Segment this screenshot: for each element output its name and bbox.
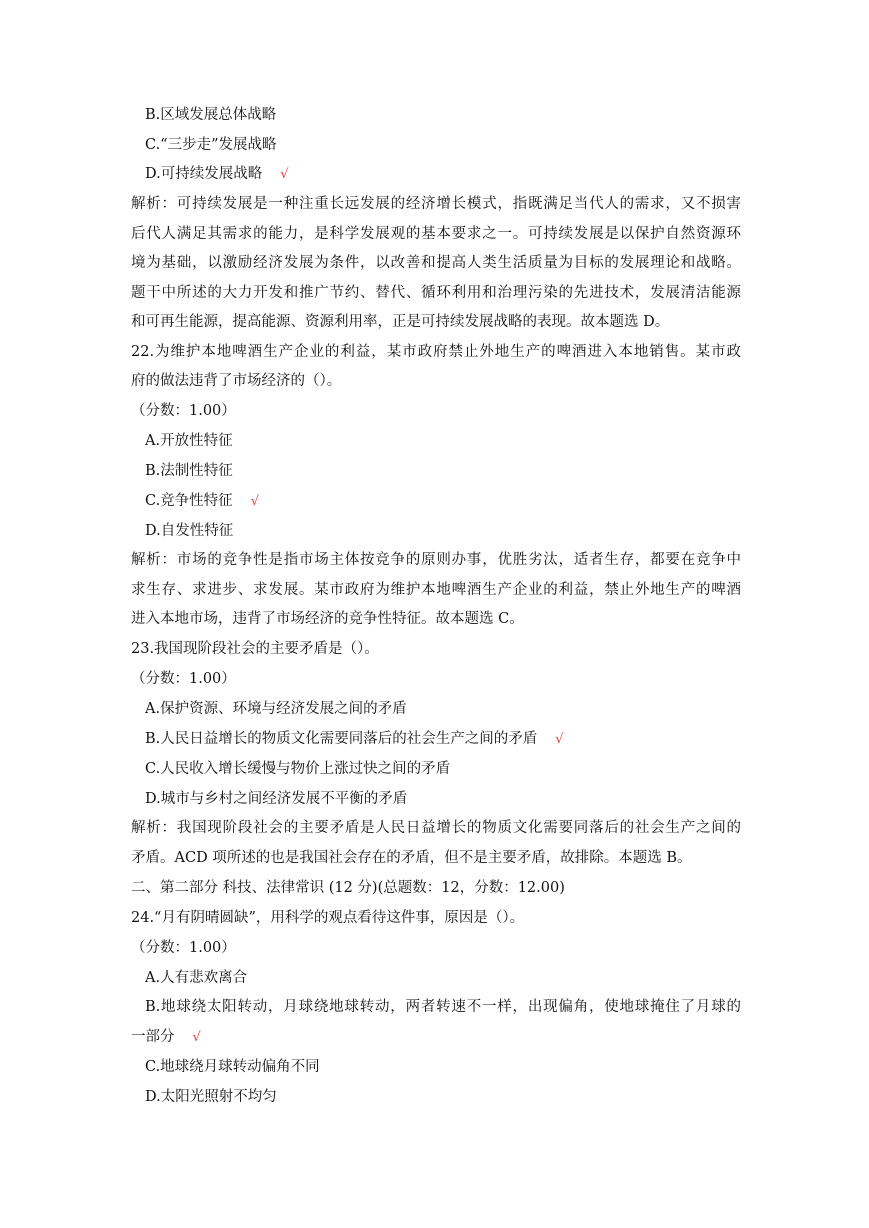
q24-option-d: D.太阳光照射不均匀 (145, 1089, 277, 1105)
q23-option-c: C.人民收入增长缓慢与物价上涨过快之间的矛盾 (145, 761, 451, 777)
section-heading: 二、第二部分 科技、法律常识 (12 分)(总题数：12，分数：12.00) (131, 880, 565, 896)
q21-analysis-line-4: 题干中所述的大力开发和推广节约、替代、循环利用和治理污染的先进技术，发展清洁能源 (131, 285, 741, 301)
q21-option-c: C.“三步走”发展战略 (145, 137, 277, 153)
q22-option-c (145, 486, 755, 516)
q23-analysis-line-2: 矛盾。ACD 项所述的也是我国社会存在的矛盾，但不是主要矛盾，故排除。本题选 B。 (131, 850, 692, 866)
q22-stem-line-1: 22.为维护本地啤酒生产企业的利益，某市政府禁止外地生产的啤酒进入本地销售。某市政 (131, 344, 741, 360)
q24-option-b-text: 一部分 (131, 1029, 175, 1045)
q21-option-d (145, 159, 755, 189)
q23-option-a: A.保护资源、环境与经济发展之间的矛盾 (145, 701, 407, 717)
correct-check-icon: √ (280, 167, 289, 182)
q23-option-b-text: B.人民日益增长的物质文化需要同落后的社会生产之间的矛盾 (145, 731, 538, 747)
q23-option-b (145, 724, 755, 754)
correct-check-icon: √ (192, 1030, 201, 1045)
q21-analysis-line-2: 后代人满足其需求的能力，是科学发展观的基本要求之一。可持续发展是以保护自然资源环 (131, 226, 741, 242)
q23-analysis-line-1: 解析：我国现阶段社会的主要矛盾是人民日益增长的物质文化需要同落后的社会生产之间的 (131, 820, 741, 836)
q24-score: （分数：1.00） (131, 940, 236, 956)
q22-analysis-line-2: 求生存、求进步、求发展。某市政府为维护本地啤酒生产企业的利益，禁止外地生产的啤酒 (131, 582, 741, 598)
q21-option-b: B.区域发展总体战略 (145, 107, 277, 123)
correct-check-icon: √ (555, 732, 564, 747)
q24-option-c: C.地球绕月球转动偏角不同 (145, 1059, 320, 1075)
q24-option-a: A.人有悲欢离合 (145, 970, 248, 986)
q21-analysis-line-1: 解析：可持续发展是一种注重长远发展的经济增长模式，指既满足当代人的需求，又不损害 (131, 196, 741, 212)
q22-option-c-text: C.竞争性特征 (145, 493, 233, 509)
q24-option-b-line-2 (131, 1022, 741, 1052)
q23-score: （分数：1.00） (131, 671, 236, 687)
q22-option-b: B.法制性特征 (145, 463, 233, 479)
q21-analysis-line-5: 和可再生能源，提高能源、资源利用率，正是可持续发展战略的表现。故本题选 D。 (131, 314, 670, 330)
q23-stem: 23.我国现阶段社会的主要矛盾是（）。 (131, 641, 379, 657)
q22-option-a: A.开放性特征 (145, 433, 233, 449)
q22-option-d: D.自发性特征 (145, 523, 234, 539)
q22-stem-line-2: 府的做法违背了市场经济的（）。 (131, 373, 342, 389)
q22-analysis-line-1: 解析：市场的竞争性是指市场主体按竞争的原则办事，优胜劣汰，适者生存，都要在竞争中 (131, 552, 741, 568)
q22-analysis-line-3: 进入本地市场，违背了市场经济的竞争性特征。故本题选 C。 (131, 611, 524, 627)
q24-option-b-line-1: B.地球绕太阳转动，月球绕地球转动，两者转速不一样，出现偏角，使地球掩住了月球的 (145, 999, 741, 1015)
q24-stem: 24.“月有阴晴圆缺”，用科学的观点看待这件事，原因是（）。 (131, 910, 525, 926)
q21-analysis-line-3: 境为基础，以激励经济发展为条件，以改善和提高人类生活质量为目标的发展理论和战略。 (131, 255, 741, 271)
q21-option-d-text: D.可持续发展战略 (145, 166, 263, 182)
correct-check-icon: √ (250, 494, 259, 509)
q22-score: （分数：1.00） (131, 403, 236, 419)
q23-option-d: D.城市与乡村之间经济发展不平衡的矛盾 (145, 791, 408, 807)
